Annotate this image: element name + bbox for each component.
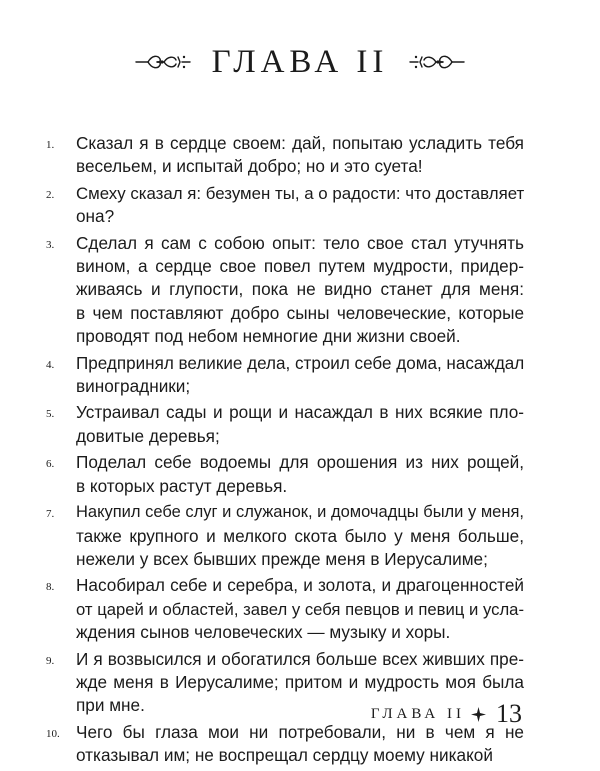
chapter-title: ГЛАВА II <box>211 44 389 80</box>
verse-line: И я возвысился и обогатился больше всех живших пре- <box>76 648 524 669</box>
page-footer <box>371 698 522 730</box>
verse <box>46 182 524 229</box>
verse-line: весельем, и испытай добро; но и это суета! <box>76 156 423 177</box>
verse <box>46 352 524 399</box>
verse-number: 5. <box>46 408 55 421</box>
verse-line: нежели у всех бывших прежде меня в Иерусалиме; <box>76 548 488 569</box>
verse-number: 8. <box>46 581 55 594</box>
verse-number: 9. <box>46 654 55 667</box>
page-number: 13 <box>496 699 522 728</box>
verse <box>46 574 524 644</box>
verse-number: 6. <box>46 458 55 471</box>
verse-line: жде меня в Иерусалиме; притом и мудрость моя была <box>76 671 524 692</box>
verse-line: довитые деревья; <box>76 425 220 446</box>
verse-line: Поделал себе водоемы для орошения из них рощей, <box>76 452 524 473</box>
verse <box>46 501 524 571</box>
verse-number: 1. <box>46 139 55 151</box>
verse-line: ждения сынов человеческих — музыку и хоры. <box>76 622 451 643</box>
verse-line: Чего бы глаза мои ни потребовали, ни в чем я не <box>76 721 524 742</box>
verse-line: виноградники; <box>76 376 191 397</box>
ornament-left-icon <box>134 51 192 73</box>
verse-list <box>46 132 524 771</box>
verse-line: Предпринял великие дела, строил себе дома, насаждал <box>76 353 525 373</box>
verse-line: Смеху сказал я: безумен ты, а о радости: что доставляет <box>76 183 525 203</box>
verse <box>46 401 524 448</box>
verse-number: 4. <box>46 358 55 371</box>
verse <box>46 232 524 349</box>
verse-line: она? <box>76 206 115 227</box>
four-point-star-icon <box>471 707 486 722</box>
verse <box>46 132 524 179</box>
verse-line: в которых растут деревья. <box>76 475 288 496</box>
verse-number: 7. <box>46 508 55 521</box>
verse-line: также крупного и мелкого скота было у меня больше, <box>76 525 524 546</box>
verse-line: при мне. <box>76 695 145 716</box>
verse-line: Устраивал сады и рощи и насаждал в них всякие пло- <box>76 402 524 423</box>
chapter-header <box>0 40 600 84</box>
verse-line: отказывал им; не воспрещал сердцу моему никакой <box>76 745 493 766</box>
verse-line: в чем поставляют добро сыны человеческие, которые <box>76 302 524 323</box>
verse-line: Накупил себе слуг и служанок, и домочадцы были у меня, <box>76 503 524 522</box>
verse-line: проводят под небом немногие дни жизни своей. <box>76 326 461 347</box>
verse-number: 3. <box>46 238 55 251</box>
verse-number: 2. <box>46 188 55 201</box>
verse-number: 10. <box>46 727 60 740</box>
verse-line: вином, а сердце свое повел путем мудрости, придер- <box>76 256 524 277</box>
verse <box>46 451 524 498</box>
verse-line: от царей и областей, завел у себя певцов и певиц и усла- <box>76 599 524 619</box>
verse-line: Сказал я в сердце своем: дай, попытаю усладить тебя <box>76 133 524 153</box>
running-head: ГЛАВА II <box>370 705 465 722</box>
ornament-right-icon <box>408 51 466 73</box>
verse-line: Насобирал себе и серебра, и золота, и драгоценностей <box>76 575 524 596</box>
verse-line: живаясь и глупости, пока не видно станет для меня: <box>76 279 524 300</box>
verse-line: Сделал я сам с собою опыт: тело свое стал утучнять <box>76 232 524 253</box>
